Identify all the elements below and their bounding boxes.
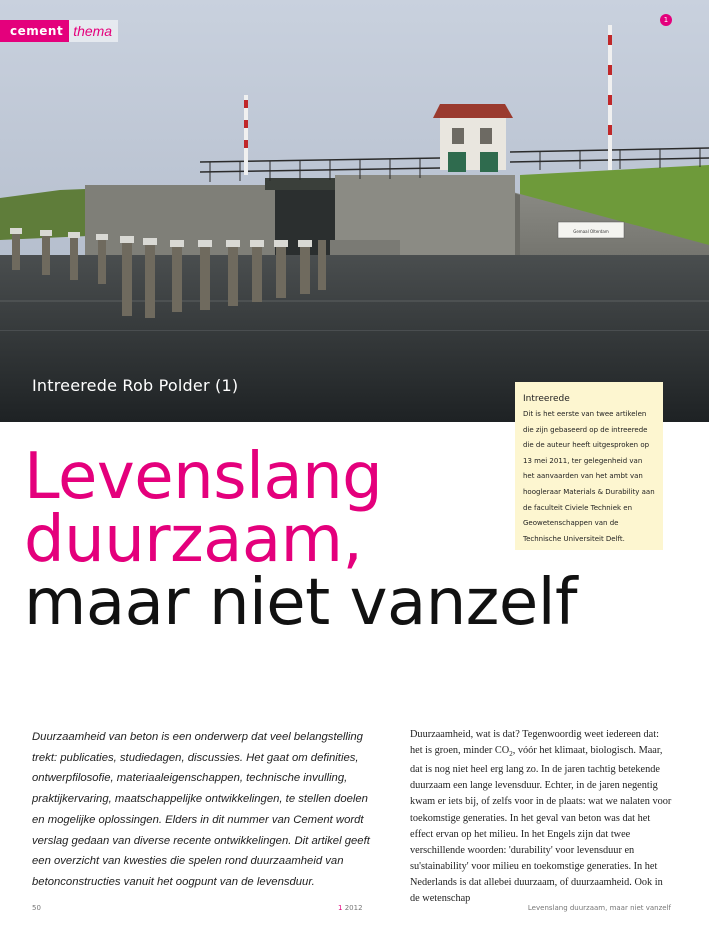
issue-footer [338, 904, 363, 912]
article-body [410, 727, 672, 907]
body-subscript: 2 [509, 750, 513, 759]
issue-number: 1 [338, 904, 343, 912]
page-number: 50 [32, 904, 41, 912]
running-title: Levenslang duurzaam, maar niet vanzelf [527, 904, 671, 912]
sluice-lock-photo [0, 0, 709, 422]
headline [24, 440, 578, 640]
article-intro: Duurzaamheid van beton is een onderwerp dat veel belangstelling trekt: publicaties, studiedagen, discussies. Het gaat om definities, ontwerpfilosofie, materiaaleigenschappen, technische invulling, praktijkervaring, maatschappelijke ontwikkelingen, te stellen doelen en mogelijke oplossingen. Elders in dit nummer van Cement wordt verslag gedaan van diverse recente ontwikkelingen. Dit artikel geeft een overzicht van kwesties die spelen rond duurzaamheid van betonconstructies vanuit het oogpunt van de levensduur. [32, 731, 370, 888]
sidebox-title: Intreerede [523, 394, 570, 404]
issue-year: 2012 [344, 904, 363, 912]
headline-line-2: duurzaam, [24, 503, 363, 577]
headline-line-1: Levenslang [24, 440, 383, 514]
body-text-1: Duurzaamheid, wat is dat? Tegenwoordig weet iedereen dat: het is groen, minder CO [410, 729, 659, 757]
sign-text: Gemaal Olterdam [573, 229, 609, 234]
body-text-2: , vóór het klimaat, biologisch. Maar, dat is nog niet heel erg lang zo. In de jaren tachtig betekende duurzaam een lange levensduur. Echter, in de jaren negentig kwam er iets bij, of zelfs voor in de plaats: wat we nalaten voor toekomstige generaties. In het geval van beton was dat het effect ervan op het milieu. In het Engels zijn dat twee verschillende woorden: 'durability' voor levensduur en su'stainability' voor milieu en toekomstige generaties. In het Nederlands is dat allebei duurzaam, of duurzaamheid. Ook in de wetenschap [410, 745, 672, 904]
sidebox-text: Dit is het eerste van twee artikelen die zijn gebaseerd op de intreerede die de auteur heeft uitgesproken op 13 mei 2011, ter gelegenheid van het aanvaarden van het ambt van hoogleraar Materials & Durability aan de faculteit Civiele Techniek en Geowetenschappen van de Technische Universiteit Delft. [523, 410, 655, 543]
section-label: thema [69, 20, 118, 42]
article-subtitle: Intreerede Rob Polder (1) [32, 376, 239, 395]
headline-line-3: maar niet vanzelf [24, 566, 578, 640]
cement-logo: cement [0, 20, 69, 42]
issue-badge: 1 [660, 14, 672, 26]
magazine-brand [0, 20, 118, 42]
